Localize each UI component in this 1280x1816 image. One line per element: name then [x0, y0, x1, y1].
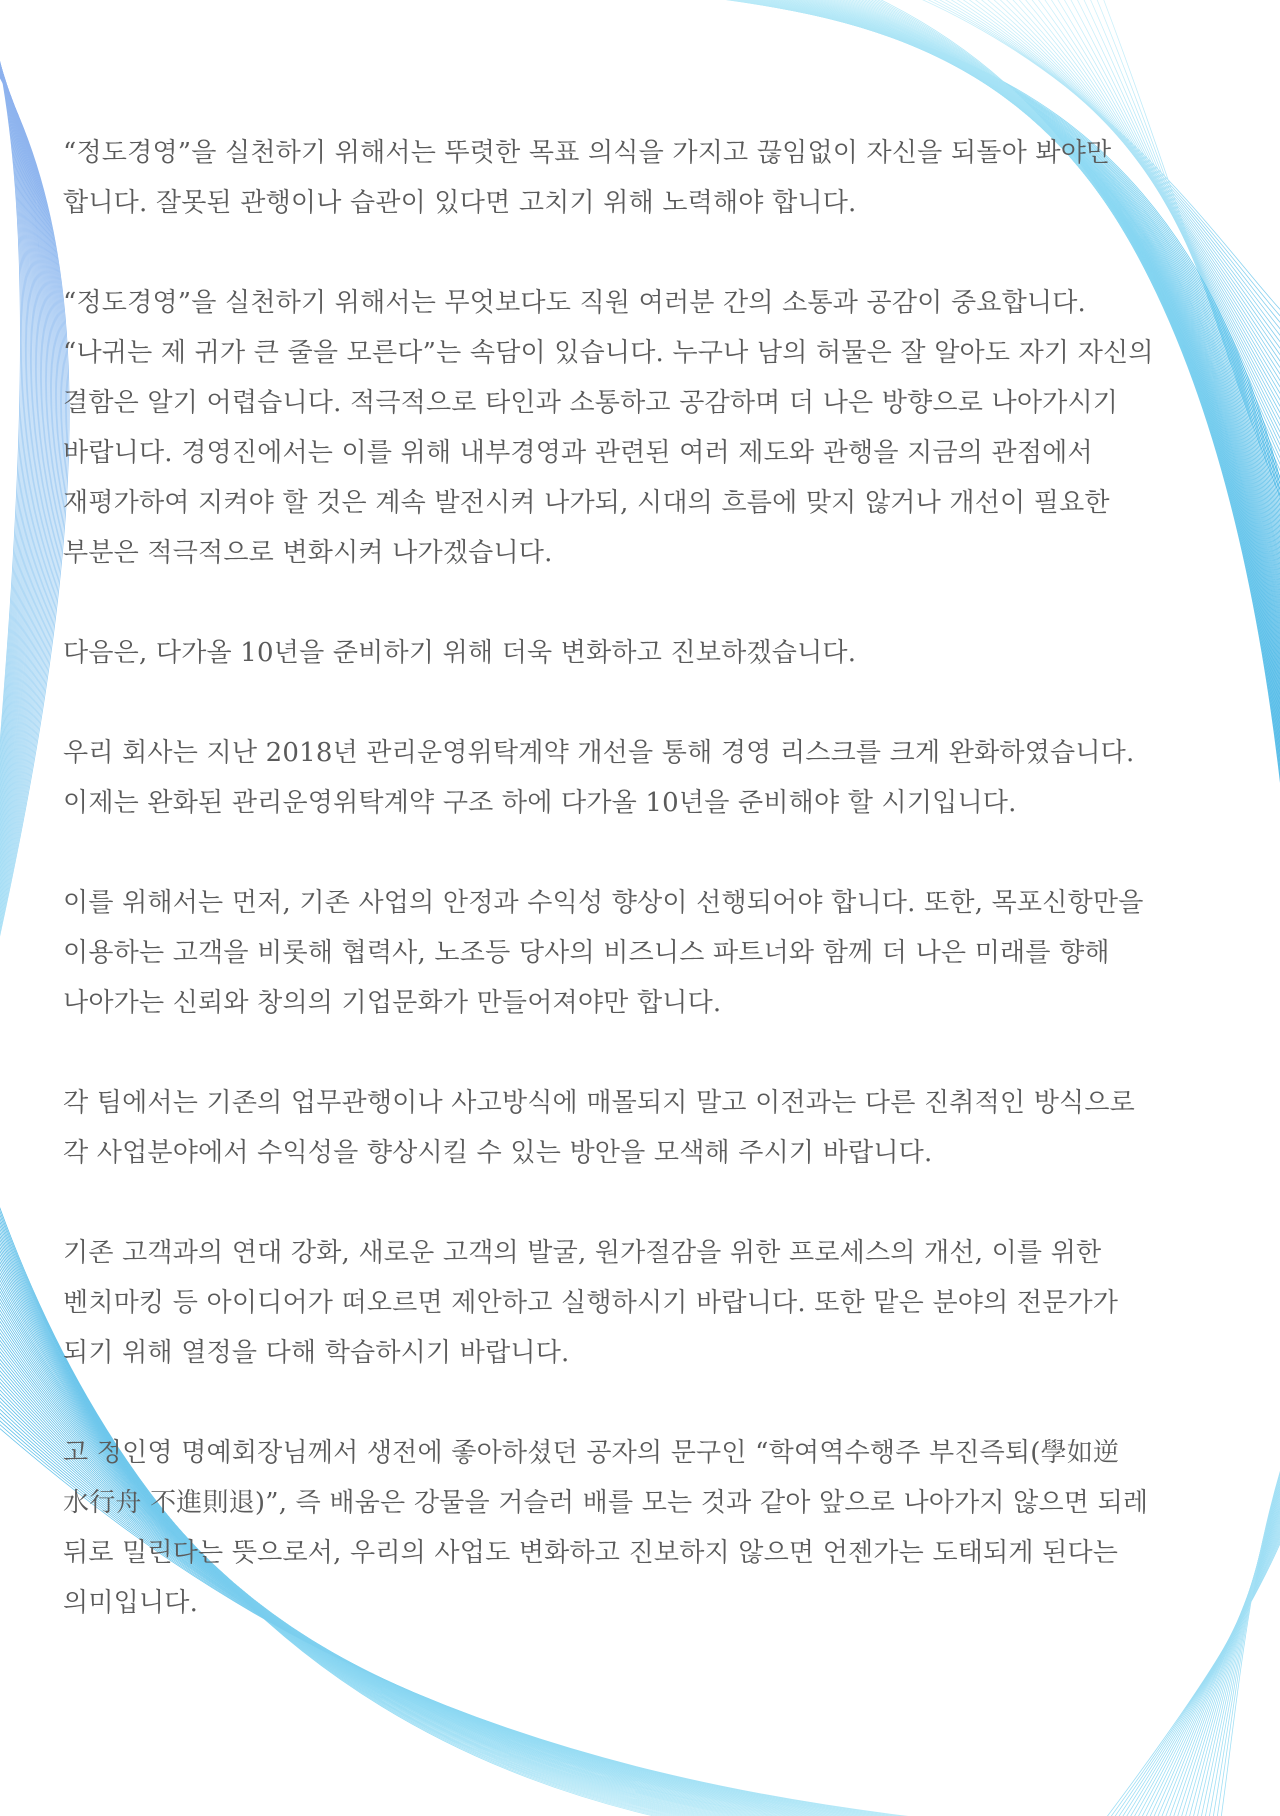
- paragraph: [63, 1428, 1233, 1628]
- paragraph-line: 뒤로 밀린다는 뜻으로서, 우리의 사업도 변화하고 진보하지 않으면 언젠가는 도태되게 된다는: [63, 1538, 1119, 1568]
- paragraph: [63, 1078, 1233, 1178]
- paragraph-line: 고 정인영 명예회장님께서 생전에 좋아하셨던 공자의 문구인 “학여역수행주 부진즉퇴(學如逆: [63, 1438, 1120, 1468]
- paragraph: [63, 628, 1233, 678]
- paragraph: [63, 278, 1233, 578]
- paragraph: [63, 1228, 1233, 1378]
- paragraph-line: 이제는 완화된 관리운영위탁계약 구조 하에 다가올 10년을 준비해야 할 시기입니다.: [63, 788, 1017, 818]
- paragraph-line: 水行舟 不進則退)”, 즉 배움은 강물을 거슬러 배를 모는 것과 같아 앞으로 나아가지 않으면 되레: [63, 1488, 1149, 1518]
- paragraph: [63, 878, 1233, 1028]
- paragraph-line: 의미입니다.: [63, 1588, 199, 1618]
- paragraph-line: 바랍니다. 경영진에서는 이를 위해 내부경영과 관련된 여러 제도와 관행을 지금의 관점에서: [63, 438, 1093, 468]
- paragraph-line: 되기 위해 열정을 다해 학습하시기 바랍니다.: [63, 1338, 570, 1368]
- paragraph-line: 벤치마킹 등 아이디어가 떠오르면 제안하고 실행하시기 바랍니다. 또한 맡은 분야의 전문가가: [63, 1288, 1119, 1318]
- paragraph-line: 부분은 적극적으로 변화시켜 나가겠습니다.: [63, 538, 553, 568]
- paragraph-line: 결함은 알기 어렵습니다. 적극적으로 타인과 소통하고 공감하며 더 나은 방향으로 나아가시기: [63, 388, 1119, 418]
- paragraph-line: 재평가하여 지켜야 할 것은 계속 발전시켜 나가되, 시대의 흐름에 맞지 않거나 개선이 필요한: [63, 488, 1110, 518]
- paragraph-line: 합니다. 잘못된 관행이나 습관이 있다면 고치기 위해 노력해야 합니다.: [63, 188, 857, 218]
- paragraph-line: “나귀는 제 귀가 큰 줄을 모른다”는 속담이 있습니다. 누구나 남의 허물은 잘 알아도 자기 자신의: [63, 338, 1154, 368]
- paragraph-line: 우리 회사는 지난 2018년 관리운영위탁계약 개선을 통해 경영 리스크를 크게 완화하였습니다.: [63, 738, 1135, 768]
- paragraph: [63, 728, 1233, 828]
- paragraph-line: 이를 위해서는 먼저, 기존 사업의 안정과 수익성 향상이 선행되어야 합니다. 또한, 목포신항만을: [63, 888, 1144, 918]
- paragraph-line: “정도경영”을 실천하기 위해서는 뚜렷한 목표 의식을 가지고 끊임없이 자신을 되돌아 봐야만: [63, 138, 1112, 168]
- paragraph-line: 다음은, 다가올 10년을 준비하기 위해 더욱 변화하고 진보하겠습니다.: [63, 638, 857, 668]
- paragraph-line: 각 팀에서는 기존의 업무관행이나 사고방식에 매몰되지 말고 이전과는 다른 진취적인 방식으로: [63, 1088, 1135, 1118]
- paragraph: [63, 128, 1233, 228]
- paragraph-line: 각 사업분야에서 수익성을 향상시킬 수 있는 방안을 모색해 주시기 바랍니다.: [63, 1138, 933, 1168]
- wave-left-edge: [0, 20, 69, 980]
- paragraph-line: “정도경영”을 실천하기 위해서는 무엇보다도 직원 여러분 간의 소통과 공감이 중요합니다.: [63, 288, 1087, 318]
- letter-body: [63, 128, 1233, 1678]
- paragraph-line: 이용하는 고객을 비롯해 협력사, 노조등 당사의 비즈니스 파트너와 함께 더 나은 미래를 향해: [63, 938, 1110, 968]
- paragraph-line: 나아가는 신뢰와 창의의 기업문화가 만들어져야만 합니다.: [63, 988, 722, 1018]
- paragraph-line: 기존 고객과의 연대 강화, 새로운 고객의 발굴, 원가절감을 위한 프로세스의 개선, 이를 위한: [63, 1238, 1102, 1268]
